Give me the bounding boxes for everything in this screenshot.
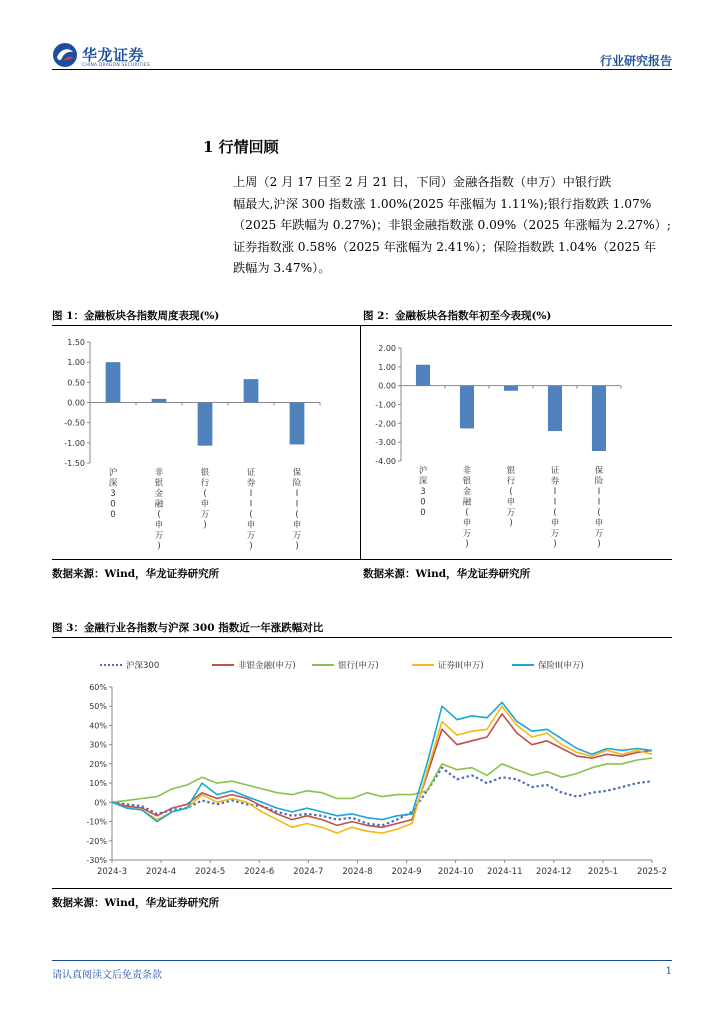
figure-3-line-chart — [52, 645, 672, 885]
bar — [416, 365, 430, 386]
y-tick-label: -1.00 — [375, 400, 396, 410]
x-category-label: 银行(申万) — [200, 468, 210, 531]
y-tick-label: 20% — [89, 759, 107, 769]
figure-bottom-rule — [52, 559, 672, 560]
bar — [290, 403, 305, 445]
bar — [152, 399, 167, 403]
paragraph-line: 上周（2 月 17 日至 2 月 21 日，下同）金融各指数（申万）中银行跌 — [233, 175, 612, 189]
series-line — [112, 714, 652, 827]
bar — [548, 386, 562, 431]
figure-2-source: 数据来源：Wind，华龙证券研究所 — [363, 568, 531, 580]
legend-label: 银行(申万) — [338, 661, 379, 671]
bar — [198, 403, 213, 446]
x-tick-label: 2024-6 — [244, 867, 275, 877]
figure-3-source: 数据来源：Wind，华龙证券研究所 — [52, 897, 220, 909]
company-logo — [52, 42, 162, 76]
y-tick-label: -1.50 — [64, 459, 85, 468]
section-paragraph — [233, 172, 673, 280]
y-tick-label: 2.00 — [378, 344, 396, 353]
y-tick-label: -30% — [86, 856, 107, 865]
paragraph-line: （2025 年跌幅为 0.27%)；非银金融指数涨 0.09%（2025 年涨幅为 2.27%）; — [233, 218, 671, 232]
paragraph-line: 跌幅为 3.47%）。 — [233, 261, 331, 275]
y-tick-label: -4.00 — [375, 457, 396, 466]
y-tick-label: 10% — [89, 779, 107, 789]
x-tick-label: 2024-12 — [536, 867, 572, 877]
paragraph-line: 证券指数涨 0.58%（2025 年涨幅为 2.41%）；保险指数跌 1.04%（2025 年 — [233, 239, 657, 254]
section-title: 1 行情回顾 — [203, 138, 279, 156]
footer-disclaimer: 请认真阅读文后免责条款 — [52, 970, 162, 981]
legend-label: 保险II(申万) — [538, 661, 584, 671]
bar — [106, 362, 121, 402]
x-category-label: 非银金融(申万) — [462, 466, 472, 550]
y-tick-label: 0% — [94, 798, 107, 808]
y-tick-label: -1.00 — [64, 438, 85, 448]
figure-1-bar-chart — [52, 330, 357, 555]
figure-3-top-rule — [52, 637, 672, 638]
x-tick-label: 2025-1 — [587, 867, 618, 877]
x-category-label: 保险 I I (申万) — [594, 466, 604, 550]
x-tick-label: 2024-8 — [342, 867, 373, 877]
x-category-label: 沪深 3 0 0 — [418, 466, 428, 518]
y-tick-label: 50% — [89, 702, 107, 712]
report-type-label: 行业研究报告 — [599, 54, 672, 68]
legend-label: 非银金融(申万) — [238, 661, 296, 671]
figure-separator — [360, 325, 361, 559]
y-tick-label: 60% — [89, 683, 107, 692]
dragon-logo-icon — [52, 42, 78, 68]
figure-1-source: 数据来源：Wind，华龙证券研究所 — [52, 568, 220, 580]
y-tick-label: 1.00 — [67, 358, 85, 368]
logo-chinese-name: 华龙证券 — [82, 46, 145, 64]
bar — [460, 386, 474, 429]
y-tick-label: -2.00 — [375, 419, 396, 429]
figure-2-title: 图 2：金融板块各指数年初至今表现(%) — [363, 310, 552, 322]
y-tick-label: 0.00 — [378, 381, 396, 391]
footer-divider — [52, 960, 672, 961]
y-tick-label: 1.00 — [378, 362, 396, 372]
bar — [504, 386, 518, 391]
x-tick-label: 2025-2 — [636, 867, 668, 877]
y-tick-label: 40% — [89, 721, 107, 731]
figure-3-bottom-rule — [52, 888, 672, 889]
page-header — [0, 0, 724, 80]
y-tick-label: -10% — [86, 817, 107, 827]
figure-2-bar-chart — [363, 330, 668, 555]
x-category-label: 证券 I I (申万) — [550, 466, 560, 550]
x-tick-label: 2024-5 — [195, 867, 226, 877]
figure-1-title: 图 1：金融板块各指数周度表现(%) — [52, 310, 220, 322]
figure-top-rule — [52, 325, 672, 326]
y-tick-label: 1.50 — [67, 338, 85, 347]
y-tick-label: 30% — [89, 740, 107, 750]
x-category-label: 银行(申万) — [506, 466, 516, 529]
page-number: 1 — [665, 966, 672, 977]
y-tick-label: -20% — [86, 836, 107, 846]
y-tick-label: 0.00 — [67, 398, 85, 408]
x-category-label: 保险 I I (申万) — [292, 468, 302, 552]
y-tick-label: 0.50 — [67, 378, 85, 388]
x-tick-label: 2024-11 — [486, 867, 523, 877]
bar — [244, 379, 259, 402]
x-tick-label: 2024-4 — [146, 867, 177, 877]
x-tick-label: 2024-9 — [391, 867, 422, 877]
bar — [592, 386, 606, 451]
header-divider — [52, 69, 672, 70]
y-tick-label: -3.00 — [375, 438, 396, 448]
legend-label: 证券II(申万) — [438, 661, 484, 671]
figure-3-title: 图 3：金融行业各指数与沪深 300 指数近一年涨跌幅对比 — [52, 622, 324, 634]
x-tick-label: 2024-10 — [437, 867, 474, 877]
series-line — [112, 706, 652, 833]
x-category-label: 非银金融(申万) — [154, 468, 164, 552]
x-tick-label: 2024-3 — [96, 867, 128, 877]
legend-label: 沪深300 — [126, 661, 160, 671]
x-category-label: 沪深 3 0 0 — [108, 468, 118, 520]
logo-english-name: CHINA DRAGON SECURITIES — [82, 63, 150, 68]
x-category-label: 证券 I I (申万) — [246, 468, 256, 552]
x-tick-label: 2024-7 — [293, 867, 324, 877]
y-tick-label: -0.50 — [64, 418, 85, 428]
paragraph-line: 幅最大,沪深 300 指数涨 1.00%(2025 年涨幅为 1.11%);银行指数跌 1.07% — [233, 196, 652, 211]
